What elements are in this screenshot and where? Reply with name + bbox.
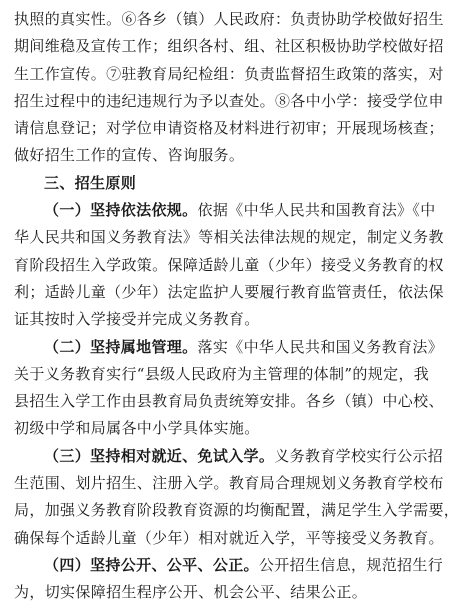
paragraph-start-line (14, 334, 444, 361)
text-line: 执照的真实性。⑥各乡（镇）人民政府：负责协助学校做好招生 (14, 10, 444, 28)
text-line: 期间维稳及宣传工作；组织各村、组、社区积极协助学校做好招 (14, 37, 444, 56)
section-heading: 三、招生原则 (44, 173, 137, 192)
paragraph-start-line (14, 197, 436, 224)
text-line: 为，切实保障招生程序公开、机会公平、结果公正。 (14, 583, 368, 602)
text-line: 证其按时入学接受并完成义务教育。 (14, 310, 260, 329)
paragraph-start-line (14, 552, 444, 579)
principle-text: 落实《中华人民共和国义务教育法》 (197, 337, 444, 356)
text-line: 做好招生工作的宣传、咨询服务。 (14, 146, 245, 165)
text-line: 关于义务教育实行“县级人民政府为主管理的体制”的规定，我 (14, 364, 430, 383)
principle-text: 公开招生信息，规范招生行 (258, 555, 444, 574)
text-line: 利；适龄儿童（少年）法定监护人要履行教育监管责任，依法保 (14, 282, 444, 301)
principle-text: 义务教育学校实行公示招 (274, 446, 444, 465)
text-line: 华人民共和国义务教育法》等相关法律法规的规定，制定义务教 (14, 228, 444, 247)
text-line: 请信息登记；对学位申请资格及材料进行初审；开展现场核查； (14, 119, 444, 138)
text-line: 招生过程中的违纪违规行为予以查处。⑧各中小学：接受学位申 (14, 91, 444, 110)
text-line: 育阶段招生入学政策。保障适龄儿童（少年）接受义务教育的权 (14, 255, 444, 274)
text-line: 局，加强义务教育阶段教育资源的均衡配置，满足学生入学需要， (14, 501, 459, 520)
principle-title: （二）坚持属地管理。 (44, 337, 198, 356)
principle-text: 依据《中华人民共和国教育法》《中 (197, 201, 436, 220)
paragraph-start-line (14, 443, 444, 470)
text-line: 生范围、划片招生、注册入学。教育局合理规划义务教育学校布 (14, 474, 444, 493)
principle-title: （三）坚持相对就近、免试入学。 (44, 446, 275, 465)
text-line: 确保每个适龄儿童（少年）相对就近入学，平等接受义务教育。 (14, 528, 444, 547)
text-line: 生工作宣传。⑦驻教育局纪检组：负责监督招生政策的落实，对 (14, 64, 444, 83)
principle-title: （四）坚持公开、公平、公正。 (44, 555, 259, 574)
text-line: 县招生入学工作由县教育局负责统筹安排。各乡（镇）中心校、 (14, 392, 444, 411)
principle-title: （一）坚持依法依规。 (44, 201, 198, 220)
text-line: 初级中学和局属各中小学具体实施。 (14, 419, 260, 438)
